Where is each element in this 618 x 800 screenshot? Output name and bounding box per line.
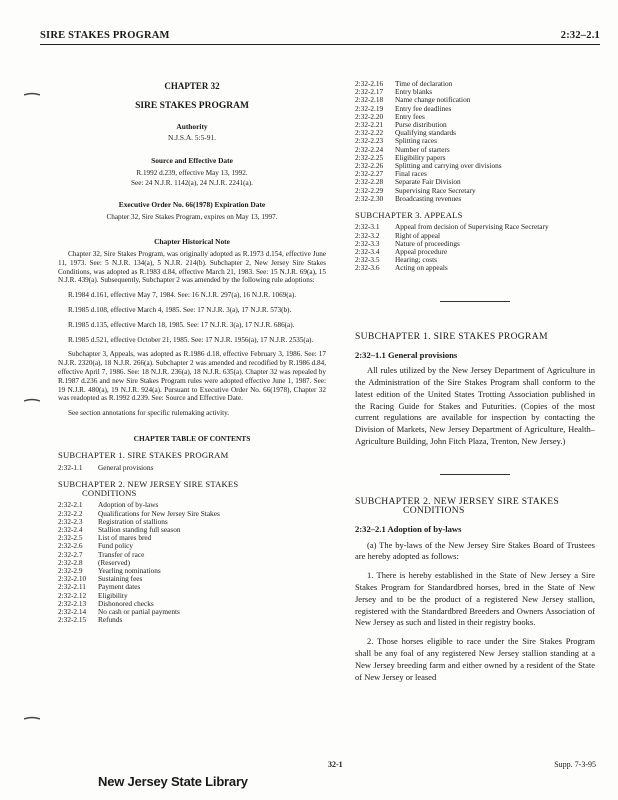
toc-entry-title: Stallion standing full season: [98, 524, 181, 534]
subchapter-2-title-line: SUBCHAPTER 2. NEW JERSEY SIRE STAKES: [355, 495, 560, 507]
section-2-1-paragraph: 1. There is hereby established in the State of New Jersey a Sire Stakes Program for Standardbred horses, bred in the State of New Jersey and to be the product of a registered New Jersey stallion, registered with the Standardbred Breeders and Owners Association of New Jersey as such and listed in their registry books.: [355, 570, 595, 628]
toc-entry-title: (Reserved): [98, 557, 131, 567]
source-line: See: 24 N.J.R. 1142(a), 24 N.J.R. 2241(a).: [131, 178, 253, 187]
toc-entry-number: 2:32-2.25: [355, 152, 384, 162]
toc-entry-number: 2:32-2.9: [58, 565, 83, 575]
binder-mark: [24, 398, 40, 404]
source-text: [58, 169, 326, 188]
history-paragraph: R.1985 d.108, effective March 4, 1985. See: 17 N.J.R. 3(a), 17 N.J.R. 573(b).: [68, 305, 292, 314]
toc-entry-title: Registration of stallions: [98, 516, 168, 526]
toc-entry-number: 2:32-2.28: [355, 177, 384, 187]
section-2-1-paragraph: 2. Those horses eligible to race under the Sire Stakes Program shall be any foal of any registered New Jersey stallion standing at a New Jersey breeding farm and either owned by a resident of the State of New Jersey or leased: [355, 636, 595, 682]
toc-entry-number: 2:32-2.26: [355, 161, 384, 171]
section-2-1-title: 2:32–2.1 Adoption of by-laws: [355, 524, 462, 535]
toc-entry-number: 2:32-3.6: [355, 263, 380, 273]
binder-mark: [24, 92, 40, 98]
right-column: [355, 80, 595, 690]
toc-entry: [355, 195, 502, 203]
toc-subchapter-2-heading: [58, 480, 326, 499]
toc-entry: [355, 240, 549, 248]
toc-entry-title: Sustaining fees: [98, 574, 143, 584]
toc-entry-number: 2:32-3.5: [355, 255, 380, 265]
history-paragraph: R.1985 d.521, effective October 21, 1985. See: 17 N.J.R. 1956(a), 17 N.J.R. 2535(a).: [68, 335, 314, 344]
toc-entry-title: General provisions: [98, 462, 154, 472]
toc-entry-title: Appeal procedure: [395, 246, 448, 256]
left-column: [58, 78, 326, 624]
toc-entry-number: 2:32-3.3: [355, 238, 380, 248]
toc-entry: [58, 616, 220, 624]
toc-entry-number: 2:32-2.8: [58, 557, 83, 567]
history-heading: Chapter Historical Note: [154, 236, 230, 246]
toc-entry-title: Qualifying standards: [395, 128, 456, 138]
history-paragraph: Subchapter 3, Appeals, was adopted as R.1986 d.18, effective February 3, 1986. See: 17 N.J.R. 2320(a), 18 N.J.R. 266(a). Subchapter 2 was amended and recodified by R.1986 d.84, effective April 7, 1986. See: 18 N.J.R. 236(a), 18 N.J.R. 635(a). Chapter 32 was repealed by R.1987 d.236 and new Sire Stakes Program rules were adopted effective June 1, 1987. See: 19 N.J.R. 480(a), 19 N.J.R. 924(a). Pursuant to Executive Order No. 66(1978), Chapter 32 was readopted as R.1992 d.239. See: Source and Effective Date.: [58, 350, 326, 403]
toc-entry-title: Eligibility papers: [395, 152, 446, 162]
toc-entry-number: 2:32-2.11: [58, 582, 86, 592]
toc-entry-number: 2:32-2.7: [58, 549, 83, 559]
toc-entry-number: 2:32-2.2: [58, 508, 83, 518]
divider: [440, 474, 510, 475]
toc-entry-number: 2:32-2.27: [355, 169, 384, 179]
toc-entry-title: Eligibility: [98, 590, 128, 600]
section-1-1-title: 2:32–1.1 General provisions: [355, 349, 458, 360]
running-header-title: SIRE STAKES PROGRAM: [40, 30, 170, 41]
toc-entry-number: 2:32-2.12: [58, 590, 87, 600]
toc-entry-number: 2:32-3.1: [355, 222, 380, 232]
toc-entry-number: 2:32-1.1: [58, 462, 83, 472]
toc-entry: [355, 223, 549, 231]
running-header-section: 2:32–2.1: [560, 30, 600, 41]
toc-entry-title: Hearing; costs: [395, 255, 437, 265]
toc-entry-title: Transfer of race: [98, 549, 145, 559]
toc-entry-title: Purse distribution: [395, 120, 447, 130]
toc-entry: [355, 264, 549, 272]
toc-entry-title: Fund policy: [98, 541, 134, 551]
page-number: 32-1: [328, 760, 343, 769]
chapter-number: CHAPTER 32: [164, 81, 220, 91]
toc-entry-title: Entry blanks: [395, 87, 433, 97]
toc-entry-title: Broadcasting revenues: [395, 193, 462, 203]
toc-entry-number: 2:32-2.19: [355, 103, 384, 113]
toc-entry: [58, 464, 153, 472]
toc-entry-title: Acting on appeals: [395, 263, 448, 273]
toc-entry-number: 2:32-3.2: [355, 230, 380, 240]
toc-entry-title: Separate Fair Division: [395, 177, 461, 187]
toc-subchapter-2-heading-line: SUBCHAPTER 2. NEW JERSEY SIRE STAKES: [58, 478, 239, 489]
subchapter-2-title-line: CONDITIONS: [403, 505, 465, 517]
toc-entry-number: 2:32-2.16: [355, 79, 384, 88]
toc-entry-number: 2:32-2.1: [58, 500, 83, 510]
toc-entry-number: 2:32-2.3: [58, 516, 83, 526]
subchapter-2-title: [355, 497, 595, 516]
toc-entry-title: Entry fee deadlines: [395, 103, 452, 113]
toc-subchapter-3-heading: SUBCHAPTER 3. APPEALS: [355, 210, 463, 221]
library-stamp: New Jersey State Library: [98, 774, 248, 789]
authority-heading: Authority: [176, 121, 208, 131]
toc-entry-title: Time of declaration: [395, 79, 453, 88]
toc-entry-title: Yearling nominations: [98, 565, 161, 575]
toc-entry-number: 2:32-2.20: [355, 111, 384, 121]
toc-subchapter-1-heading: SUBCHAPTER 1. SIRE STAKES PROGRAM: [58, 450, 229, 461]
toc-entry-number: 2:32-2.4: [58, 524, 83, 534]
toc-entry-number: 2:32-2.13: [58, 598, 87, 608]
toc-entry-title: List of mares bred: [98, 533, 152, 543]
toc-entry-number: 2:32-2.14: [58, 606, 87, 616]
toc-entry-title: Nature of proceedings: [395, 238, 460, 248]
toc-entry-title: Number of starters: [395, 144, 450, 154]
toc-entry-number: 2:32-2.30: [355, 193, 384, 203]
section-2-1-paragraph: (a) The by-laws of the New Jersey Sire Stakes Board of Trustees are hereby adopted as follows:: [355, 539, 595, 562]
toc-entry-title: Adoption of by-laws: [98, 500, 159, 510]
toc-entry-number: 2:32-2.6: [58, 541, 83, 551]
history-paragraph: R.1984 d.161, effective May 7, 1984. See: 16 N.J.R. 297(a), 16 N.J.R. 1069(a).: [68, 291, 297, 300]
history-paragraph: See section annotations for specific rulemaking activity.: [68, 409, 230, 418]
chapter-title: SIRE STAKES PROGRAM: [135, 101, 249, 112]
toc-entry-title: Splitting and carrying over divisions: [395, 161, 502, 171]
toc-subchapter-1-list: [58, 464, 153, 472]
source-line: R.1992 d.239, effective May 13, 1992.: [136, 169, 248, 178]
toc-entry-title: Appeal from decision of Supervising Race Secretary: [395, 222, 549, 232]
toc-subchapter-2-list: [58, 501, 220, 624]
toc-entry-number: 2:32-2.21: [355, 120, 384, 130]
toc-heading: CHAPTER TABLE OF CONTENTS: [133, 433, 251, 443]
toc-entry-number: 2:32-2.22: [355, 128, 384, 138]
section-1-1-paragraph: All rules utilized by the New Jersey Department of Agriculture in the Administration of the Sire Stakes Program shall conform to the latest edition of the United States Trotting Association published in the Racing Guide for Stakes and Futurities. (Copies of the most current regulations are available for inspection by contacting the Division of Markets, New Jersey Department of Agriculture, Health–Agriculture Building, John Fitch Plaza, Trenton, New Jersey.): [355, 365, 595, 446]
toc-entry-title: Dishonored checks: [98, 598, 154, 608]
toc-entry: [355, 248, 549, 256]
supplement-date: Supp. 7-3-95: [554, 760, 596, 769]
toc-entry-title: Payment dates: [98, 582, 141, 592]
toc-entry-number: 2:32-2.5: [58, 533, 83, 543]
toc-entry-number: 2:32-3.4: [355, 246, 380, 256]
toc-entry-title: Name change notification: [395, 95, 471, 105]
subchapter-1-title: SUBCHAPTER 1. SIRE STAKES PROGRAM: [355, 330, 548, 342]
exec-order-text: Chapter 32, Sire Stakes Program, expires on May 13, 1997.: [106, 213, 278, 222]
toc-entry-number: 2:32-2.23: [355, 136, 384, 146]
running-header: [40, 28, 600, 45]
toc-entry: [355, 256, 549, 264]
source-heading: Source and Effective Date: [151, 156, 233, 166]
toc-entry-title: No cash or partial payments: [98, 606, 180, 616]
toc-entry-title: Entry fees: [395, 111, 425, 121]
exec-order-heading: Executive Order No. 66(1978) Expiration Date: [118, 200, 266, 210]
toc-entry-number: 2:32-2.29: [355, 185, 384, 195]
toc-entry-number: 2:32-2.10: [58, 574, 87, 584]
toc-entry-number: 2:32-2.15: [58, 615, 87, 625]
toc-entry-title: Refunds: [98, 615, 123, 625]
history-paragraph: R.1985 d.135, effective March 18, 1985. See: 17 N.J.R. 3(a), 17 N.J.R. 686(a).: [68, 320, 295, 329]
toc-entry-title: Splitting races: [395, 136, 437, 146]
toc-entry-title: Final races: [395, 169, 427, 179]
toc-entry-title: Qualifications for New Jersey Sire Stakes: [98, 508, 220, 518]
toc-subchapter-3-list: [355, 223, 549, 272]
divider: [440, 301, 510, 302]
toc-entry-number: 2:32-2.18: [355, 95, 384, 105]
binder-mark: [24, 716, 40, 722]
authority-text: N.J.S.A. 5:5-91.: [167, 132, 217, 142]
toc-entry-title: Right of appeal: [395, 230, 440, 240]
toc-entry-number: 2:32-2.17: [355, 87, 384, 97]
history-paragraph: Chapter 32, Sire Stakes Program, was originally adopted as R.1973 d.154, effective June 11, 1973. See: 5 N.J.R. 134(a), 5 N.J.R. 214(b). Subchapter 2, New Jersey Sire Stakes Conditions, was adopted as R.1983 d.84, effective March 21, 1983. See: 15 N.J.R. 69(a), 15 N.J.R. 439(a). Subsequently, Subchapter 2 was amended by the following rule adoptions:: [58, 249, 326, 285]
toc-entry-number: 2:32-2.24: [355, 144, 384, 154]
toc-subchapter-2-heading-line: CONDITIONS: [82, 488, 137, 499]
toc-subchapter-2-list-continued: [355, 80, 502, 203]
toc-entry-title: Supervising Race Secretary: [395, 185, 476, 195]
